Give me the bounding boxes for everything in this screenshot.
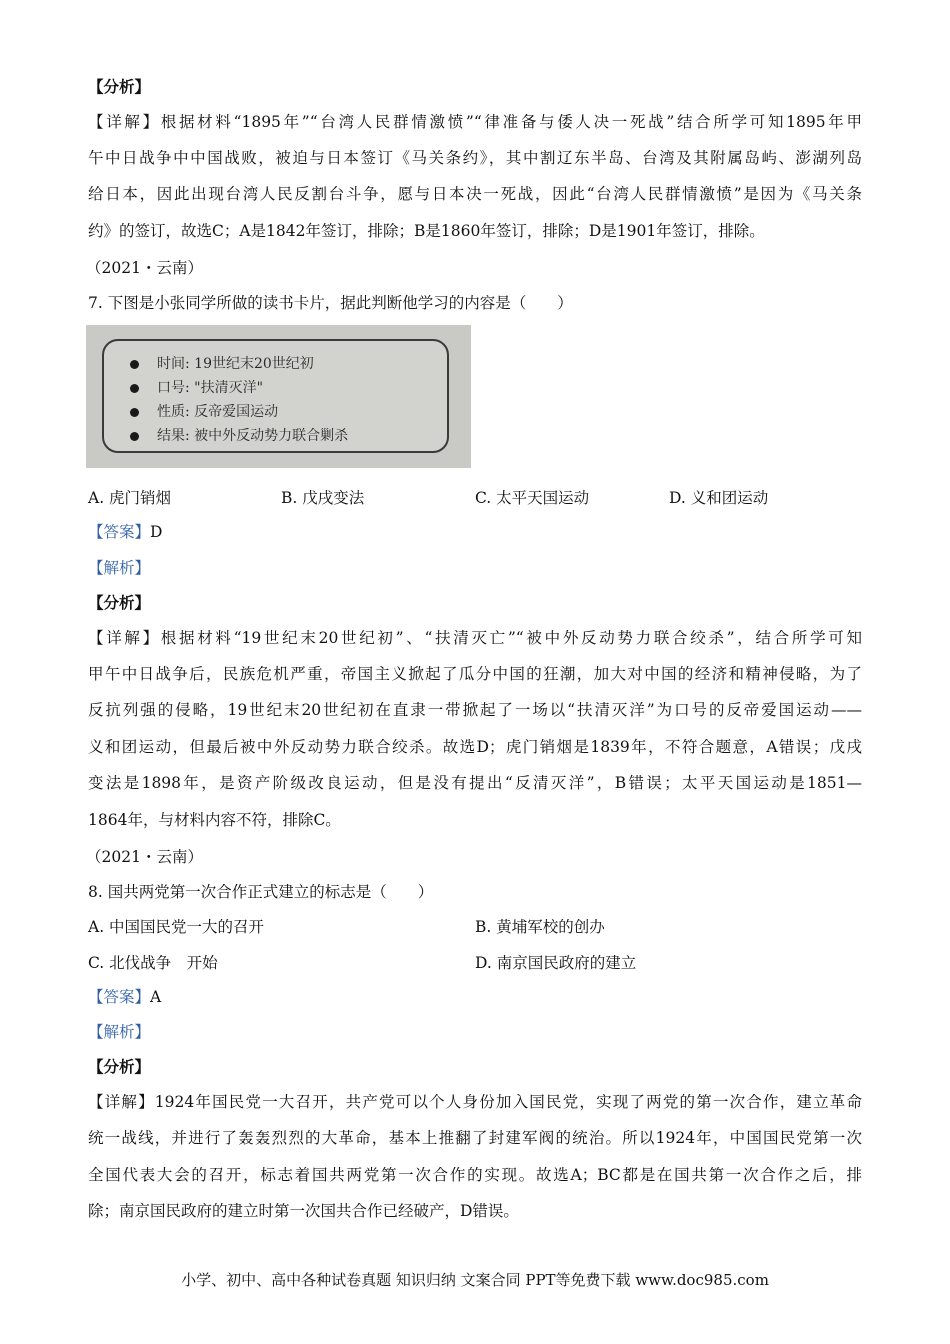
q6-detail-line-4: 约》的签订，故选C；A是1842年签订，排除；B是1860年签订，排除；D是1901年签订，排除。 [88, 222, 765, 240]
q8-source: （2021・云南） [86, 848, 203, 866]
reading-card [102, 339, 449, 453]
q8-option-a: A. 中国国民党一大的召开 [88, 918, 265, 936]
q6-detail-line-2: 午中日战争中中国战败，被迫与日本签订《马关条约》，其中割辽东半岛、台湾及其附属岛屿、澎湖列岛 [88, 149, 862, 167]
q8-option-d: D. 南京国民政府的建立 [475, 954, 637, 972]
q7-detail-line-2: 甲午中日战争后，民族危机严重，帝国主义掀起了瓜分中国的狂潮，加大对中国的经济和精神侵略，为了 [88, 665, 862, 683]
q8-analysis-label: 【分析】 [88, 1057, 151, 1076]
q7-source: （2021・云南） [86, 259, 203, 277]
q6-detail-line-3: 给日本，因此出现台湾人民反割台斗争，愿与日本决一死战，因此“台湾人民群情激愤”是因为《马关条 [88, 185, 862, 203]
q7-detail-line-4: 义和团运动，但最后被中外反动势力联合绞杀。故选D；虎门销烟是1839年，不符合题意，A错误；戊戌 [88, 738, 862, 756]
card-item-text: 性质: 反帝爱国运动 [157, 404, 279, 420]
card-item-text: 时间: 19世纪末20世纪初 [157, 356, 314, 372]
card-item [130, 403, 278, 421]
q7-answer [88, 522, 862, 542]
q7-option-a: A. 虎门销烟 [88, 489, 172, 507]
q7-question: 7. 下图是小张同学所做的读书卡片，据此判断他学习的内容是（ ） [88, 294, 573, 312]
reading-card-image [86, 325, 471, 468]
answer-value: A [150, 988, 162, 1006]
answer-label: 【答案】 [88, 523, 151, 541]
bullet-icon [130, 432, 139, 441]
q8-answer [88, 987, 862, 1007]
q7-detail-line-3: 反抗列强的侵略，19世纪末20世纪初在直隶一带掀起了一场以“扶清灭洋”为口号的反帝爱国运动—— [88, 701, 862, 719]
q8-detail-line-4: 除；南京国民政府的建立时第一次国共合作已经破产，D错误。 [88, 1202, 519, 1220]
q6-analysis-label: 【分析】 [88, 77, 151, 96]
q7-detail-line-6: 1864年，与材料内容不符，排除C。 [88, 811, 341, 829]
q8-option-b: B. 黄埔军校的创办 [475, 918, 605, 936]
q8-detail-line-3: 全国代表大会的召开，标志着国共两党第一次合作的实现。故选A；BC都是在国共第一次合作之后，排 [88, 1166, 862, 1184]
card-item-text: 口号: "扶清灭洋" [157, 380, 264, 396]
bullet-icon [130, 384, 139, 393]
card-item [130, 379, 263, 397]
q7-option-d: D. 义和团运动 [669, 489, 769, 507]
q7-option-c: C. 太平天国运动 [475, 489, 590, 507]
q6-detail-line-1: 【详解】根据材料“1895年”“台湾人民群情激愤”“律准备与倭人决一死战”结合所学可知1895年甲 [88, 113, 862, 131]
card-item [130, 355, 314, 373]
bullet-icon [130, 360, 139, 369]
q8-question: 8. 国共两党第一次合作正式建立的标志是（ ） [88, 883, 434, 901]
q7-detail-line-1: 【详解】根据材料“19世纪末20世纪初”、“扶清灭亡”“被中外反动势力联合绞杀”，结合所学可知 [88, 629, 862, 647]
q7-detail-line-5: 变法是1898年，是资产阶级改良运动，但是没有提出“反清灭洋”，B错误；太平天国运动是1851— [88, 774, 862, 792]
answer-value: D [150, 523, 163, 541]
q8-explanation-label: 【解析】 [88, 1023, 151, 1041]
q8-detail-line-2: 统一战线，并进行了轰轰烈烈的大革命，基本上推翻了封建军阀的统治。所以1924年，中国国民党第一次 [88, 1129, 862, 1147]
q7-explanation-label: 【解析】 [88, 559, 151, 577]
bullet-icon [130, 408, 139, 417]
q7-analysis-label: 【分析】 [88, 593, 151, 612]
card-item-text: 结果: 被中外反动势力联合剿杀 [157, 428, 349, 444]
card-item [130, 427, 348, 445]
page-footer: 小学、初中、高中各种试卷真题 知识归纳 文案合同 PPT等免费下载 www.doc985.com [181, 1271, 769, 1289]
answer-label: 【答案】 [88, 988, 151, 1006]
q7-option-b: B. 戊戌变法 [281, 489, 365, 507]
q8-option-c: C. 北伐战争 开始 [88, 954, 218, 972]
q8-detail-line-1: 【详解】1924年国民党一大召开，共产党可以个人身份加入国民党，实现了两党的第一次合作，建立革命 [88, 1093, 862, 1111]
